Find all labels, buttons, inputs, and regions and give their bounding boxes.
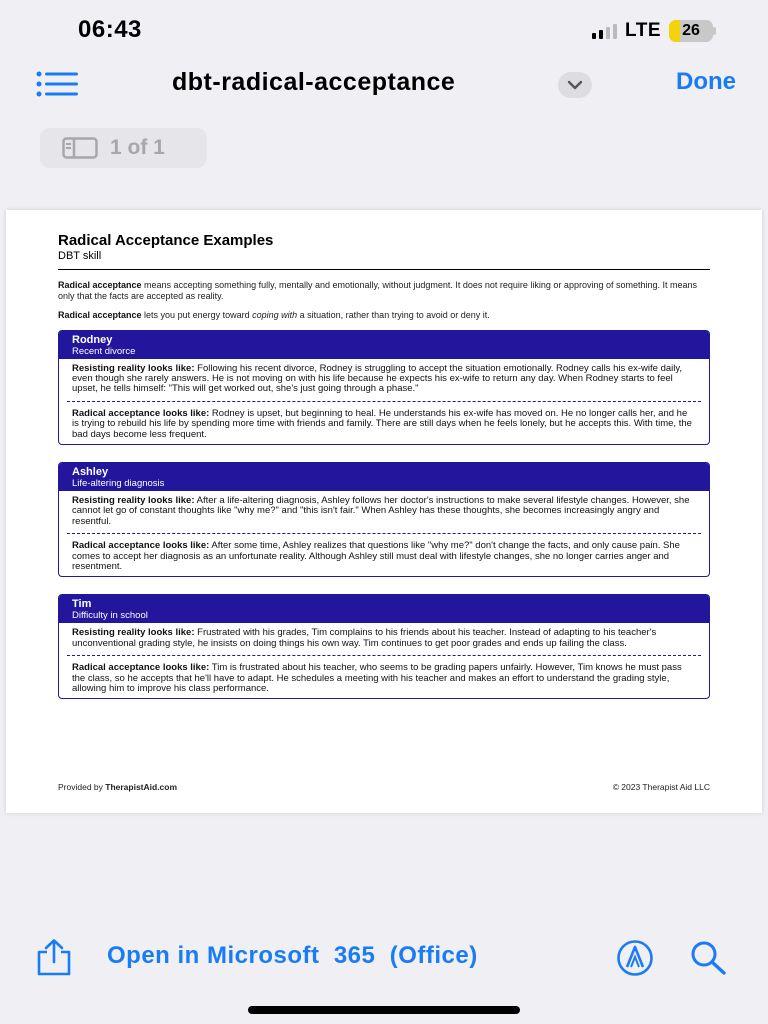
resisting-text: Resisting reality looks like: Following his recent divorce, Rodney is struggling to accept the situation emotionally. Rodney calls his ex-wife daily, even though she rarely answers. He is not moving on with his life because he expects his ex-wife to return any day. When Rodney starts to feel upset, he tells himself: "This will get worked out, she's just going through a phase." bbox=[72, 362, 683, 395]
doc-subheading: DBT skill bbox=[58, 250, 102, 262]
doc-footer bbox=[58, 782, 710, 792]
title-menu-button[interactable] bbox=[558, 72, 592, 98]
doc-heading: Radical Acceptance Examples bbox=[58, 232, 274, 249]
card-name: Tim bbox=[72, 598, 92, 611]
page-indicator[interactable] bbox=[40, 128, 207, 168]
doc-divider bbox=[58, 269, 710, 270]
status-time: 06:43 bbox=[78, 16, 142, 43]
card-divider bbox=[67, 533, 701, 534]
chevron-down-icon bbox=[567, 80, 583, 90]
home-indicator[interactable] bbox=[248, 1006, 520, 1014]
signal-icon bbox=[592, 23, 617, 39]
document-page[interactable] bbox=[6, 210, 762, 813]
page-count: 1 of 1 bbox=[110, 136, 165, 159]
bottom-toolbar bbox=[0, 936, 768, 980]
accepting-text: Radical acceptance looks like: After some time, Ashley realizes that questions like "why me?" don't change the facts, and only cause pain. She comes to accept her diagnosis as an unfortunate reality. Although Ashley still must deal with lifestyle changes, she no longer carries anger and resentment. bbox=[72, 540, 680, 572]
battery-level: 26 bbox=[682, 22, 700, 39]
list-icon[interactable] bbox=[36, 71, 78, 97]
markup-icon[interactable] bbox=[616, 939, 654, 977]
example-card-rodney bbox=[58, 330, 710, 445]
done-button[interactable]: Done bbox=[676, 68, 736, 95]
battery-icon bbox=[669, 20, 713, 42]
doc-footer-provider: Provided by TherapistAid.com bbox=[58, 782, 178, 792]
card-divider bbox=[67, 401, 701, 402]
doc-intro-2: Radical acceptance lets you put energy toward coping with a situation, rather than trying to avoid or deny it. bbox=[58, 310, 490, 320]
document-title[interactable]: dbt-radical-acceptance bbox=[172, 68, 456, 96]
card-name: Ashley bbox=[72, 465, 109, 478]
card-tag: Difficulty in school bbox=[72, 610, 148, 622]
card-name: Rodney bbox=[72, 333, 113, 346]
status-indicators bbox=[592, 20, 716, 42]
nav-bar bbox=[0, 62, 768, 106]
card-divider bbox=[67, 655, 701, 656]
doc-footer-copyright: © 2023 Therapist Aid LLC bbox=[612, 782, 710, 792]
sidebar-icon bbox=[62, 137, 98, 159]
resisting-text: Resisting reality looks like: After a life-altering diagnosis, Ashley follows her doctor's instructions to make several lifestyle changes. However, she cannot let go of constant thoughts like "why me?" and "this isn't fair." When Ashley has these thoughts, she becomes increasingly angry and resentful. bbox=[72, 494, 690, 527]
card-tag: Life-altering diagnosis bbox=[72, 477, 165, 489]
network-type: LTE bbox=[625, 20, 661, 41]
accepting-text: Radical acceptance looks like: Tim is frustrated about his teacher, who seems to be grading papers unfairly. However, Tim knows he must pass the class, so he accepts that he'll have to adapt. He schedules a meeting with his teacher and makes an effort to understand the grading style, allowing him to improve his class performance. bbox=[72, 662, 682, 694]
card-tag: Recent divorce bbox=[72, 345, 136, 357]
accepting-text: Radical acceptance looks like: Rodney is upset, but beginning to heal. He understands his ex-wife has moved on. He no longer calls her, and he is trying to rebuild his life by spending more time with friends and family. There are still days when he feels lonely, but he accepts this. With time, the bad days become less frequent. bbox=[72, 407, 692, 440]
example-card-ashley bbox=[58, 462, 710, 577]
search-icon[interactable] bbox=[688, 939, 728, 977]
doc-intro-1: Radical acceptance means accepting something fully, mentally and emotionally, without judgment. It does not require liking or approving of something. It means only that the facts are accepted as reality. bbox=[58, 280, 698, 301]
example-card-tim bbox=[58, 594, 710, 699]
share-icon[interactable] bbox=[34, 938, 74, 976]
resisting-text: Resisting reality looks like: Frustrated with his grades, Tim complains to his friends about his teacher. Instead of adapting to his teacher's unconventional grading style, he insists on doing things his own way. Tim continues to get poor grades and ends up failing the class. bbox=[72, 627, 657, 649]
open-in-office-button[interactable]: Open in Microsoft 365 (Office) bbox=[107, 942, 478, 969]
